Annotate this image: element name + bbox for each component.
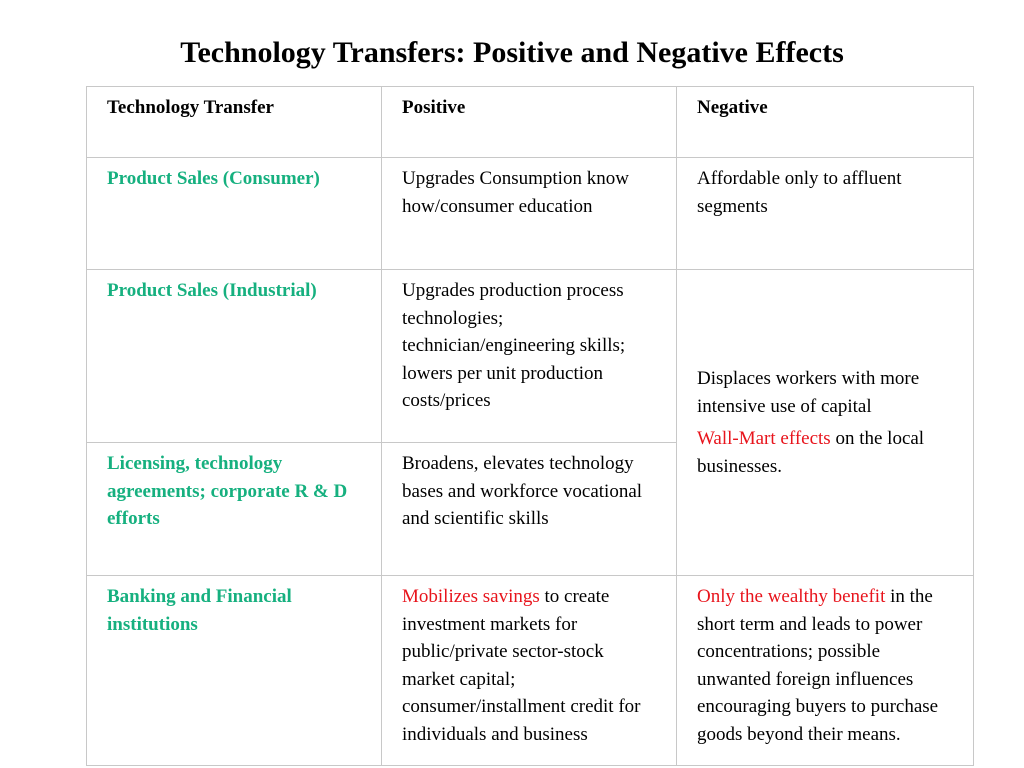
merged-negative-cell xyxy=(677,270,974,576)
positive-cell: Upgrades Consumption know how/consumer education xyxy=(382,158,677,270)
transfer-cell: Banking and Financial institutions xyxy=(87,576,382,766)
positive-cell: Broadens, elevates technology bases and workforce vocational and scientific skills xyxy=(382,443,677,576)
table-row xyxy=(87,576,974,766)
negative-rest: in the short term and leads to power concentrations; possible unwanted foreign influences encouraging buyers to purchase goods beyond their means. xyxy=(697,586,939,745)
transfer-cell: Product Sales (Industrial) xyxy=(87,270,382,443)
positive-highlight: Mobilizes savings xyxy=(402,586,540,607)
positive-cell: Upgrades production process technologies; technician/engineering skills; lowers per unit production costs/prices xyxy=(382,270,677,443)
positive-cell xyxy=(382,576,677,766)
header-technology-transfer: Technology Transfer xyxy=(87,87,382,158)
header-positive: Positive xyxy=(382,87,677,158)
negative-cell xyxy=(677,576,974,766)
negative-highlight: Only the wealthy benefit xyxy=(697,586,886,607)
merged-negative-line2 xyxy=(697,425,953,480)
technology-transfer-table xyxy=(86,86,974,766)
merged-negative-line1: Displaces workers with more intensive use of capital xyxy=(697,368,920,417)
slide-title: Technology Transfers: Positive and Negative Effects xyxy=(180,36,844,69)
transfer-cell: Licensing, technology agreements; corporate R & D efforts xyxy=(87,443,382,576)
header-negative: Negative xyxy=(677,87,974,158)
wall-mart-highlight: Wall-Mart effects xyxy=(697,428,831,449)
table-row xyxy=(87,158,974,270)
table-row xyxy=(87,270,974,443)
merged-negative-line2-rest: on the local businesses. xyxy=(697,428,925,477)
positive-rest: to create investment markets for public/private sector-stock market capital; consumer/installment credit for individuals and business xyxy=(402,586,641,745)
negative-cell: Affordable only to affluent segments xyxy=(677,158,974,270)
transfer-cell: Product Sales (Consumer) xyxy=(87,158,382,270)
table-header-row xyxy=(87,87,974,158)
